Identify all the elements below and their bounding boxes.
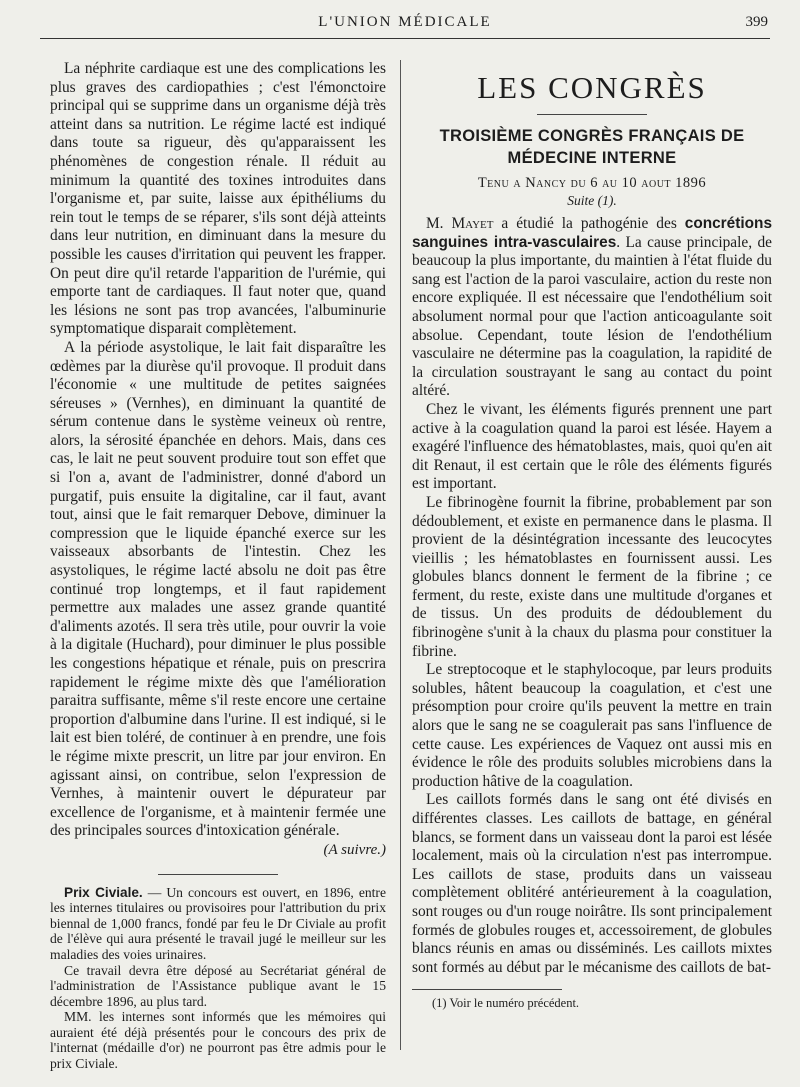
left-column [50,60,386,1072]
paragraph: M. Mayet a étudié la pathogénie des concrétions sanguines intra-vasculaires. La cause principale, de beaucoup la plus importante, du maintien à l'état fluide du sang est l'action de la paroi vasculaire, action du reste non encore expliquée. Il est nécessaire que l'endothélium soit absolument normal pour que l'action anticoagulante soit absolue. Cependant, toute lésion de l'endothélium vasculaire ne détermine pas la coagulation, la rapidité de la circulation soustrayant le sang au contact du point altéré. [412,215,772,400]
footnote-rule [412,989,562,990]
notice-title: Prix Civiale. [64,884,143,900]
section-title: LES CONGRÈS [477,70,707,105]
congress-dates: Tenu a Nancy du 6 au 10 aout 1896 [477,175,707,191]
notice-paragraph: Ce travail devra être déposé au Secrétariat général de l'administration de l'Assistance publique avant le 15 décembre 1896, au plus tard. [50,962,386,1009]
running-header [40,12,770,38]
paragraph: A la période asystolique, le lait fait disparaître les œdèmes par la diurèse qu'il provoque. Il produit dans l'économie « une multitude de petites saignées séreuses » (Vernhes), en diminuant la quantité de sérum contenue dans le système veineux où rentre, alors, la sérosité épanchée en dehors. Mais, dans ces cas, le lait ne peut souvent produire tout son effet que si l'on a, avant de l'administrer, donné d'abord un purgatif, puis ensuite la digitaline, car il faut, avant tout, ainsi que le fait remarquer Debove, diminuer la compression que le liquide épanché exerce sur les vaisseaux absorbants de l'intestin. Chez les asystoliques, le régime lacté absolu ne doit pas être continué trop longtemps, et il faut rapidement permettre aux malades une assez grande quantité d'aliments azotés. Il sera très utile, pour ouvrir la voie à la digitale (Huchard), pour diminuer le plus possible les congestions hépatique et rénale, puis on prescrira rapidement le régime mixte dès que l'amélioration paraitra suffisante, même s'il reste encore une certaine proportion d'albumine dans l'urine. Il est indiqué, si le lait est bien toléré, de continuer à en prendre, une fois le régime mixte prescrit, un litre par jour environ. En agissant ainsi, on contribue, selon l'expression de Vernhes, à maintenir ouvert le dépurateur par excellence de l'organisme, et à maintenir fermée une des principales sources d'intoxication générale. [50,338,386,840]
title-rule [537,114,647,115]
separator-rule [158,874,278,875]
paragraph: Le streptocoque et le staphylocoque, par leurs produits solubles, hâtent beaucoup la coagulation, et c'est une présomption pour croire qu'ils peuvent la mettre en train alors que le sang ne se coagulerait pas sans l'influence de cette cause. Les expériences de Vaquez ont aussi mis en évidence le rôle des produits solubles microbiens dans la production hâtive de la coagulation. [412,661,772,790]
paragraph: Chez le vivant, les éléments figurés prennent une part active à la coagulation quand la paroi est lésée. Hayem a exagéré l'influence des hématoblastes, mais, quoi qu'en ait dit Renaut, il est certain que le rôle des éléments figurés est important. [412,400,772,493]
page-number: 399 [745,14,768,30]
column-divider [400,60,401,1050]
paragraph: Les caillots formés dans le sang ont été divisés en différentes classes. Les caillots de battage, en général blancs, se forment dans un vaisseau dont la paroi est lésée localement, mais où la circulation n'est pas interrompue. Les caillots de stase, produits dans un vaisseau complètement oblitéré antérieurement à la coagulation, sont rouges ou d'un rouge noirâtre. Ils sont principalement formés de globules rouges et, accessoirement, de globules blancs réunis en amas ou disséminés. Les caillots mixtes sont formés au début par le mécanisme des caillots de bat- [412,791,772,976]
suite-note: Suite (1). [567,193,617,208]
paragraph: Le fibrinogène fournit la fibrine, probablement par son dédoublement, et existe en permanence dans le plasma. Il provient de la désintégration incessante des leucocytes vieillis ; les hématoblastes en fournissent aussi. Les globules blancs donnent le ferment de la fibrine ; ce ferment, du reste, existe dans une multitude d'organes et de tissus. Un des produits de dédoublement du fibrinogène s'unit à la chaux du plasma pour constituer la fibrine. [412,493,772,660]
right-column [412,70,772,1011]
header-rule [40,38,770,39]
footnote: (1) Voir le numéro précédent. [432,996,580,1011]
to-be-continued: (A suivre.) [323,841,386,858]
notice-paragraph: Prix Civiale. — Un concours est ouvert, en 1896, entre les internes titulaires ou provisoires pour l'attribution du prix biennal de 1,000 francs, fondé par feu le Dr Civiale au profit de l'élève qui aura présenté le travail jugé le meilleur sur les maladies des voies urinaires. [50,884,386,962]
notice-paragraph: MM. les internes sont informés que les mémoires qui auraient été déjà présentés pour le concours des prix de l'internat (médaille d'or) ne pourront pas être admis pour le prix Civiale. [50,1009,386,1072]
prix-civiale-notice [50,885,386,1072]
journal-title: L'UNION MÉDICALE [318,14,492,30]
congress-title: TROISIÈME CONGRÈS FRANÇAIS DE MÉDECINE INTERNE [439,127,745,167]
paragraph: La néphrite cardiaque est une des complications les plus graves des cardiopathies ; c'est l'émonctoire principal qui se supprime dans un organisme déjà très atteint dans sa nutrition. Le régime lacté est indiqué dans toute sa rigueur, dès qu'apparaissent les phénomènes de congestion rénale. Il réduit au minimum la quantité des toxines introduites dans l'organisme et, par suite, laisse aux épithéliums du rein tout le temps de se réparer, s'ils sont déjà atteints dans leur nutrition, en diminuant dans la mesure du possible les causes d'irritation qui peuvent les frapper. On peut dire qu'il retarde l'apparition de l'urémie, qui emporte tant de cardiaques. Il faut noter que, quand les lésions ne sont pas trop avancées, l'albuminurie symptomatique disparait complètement. [50,60,386,338]
